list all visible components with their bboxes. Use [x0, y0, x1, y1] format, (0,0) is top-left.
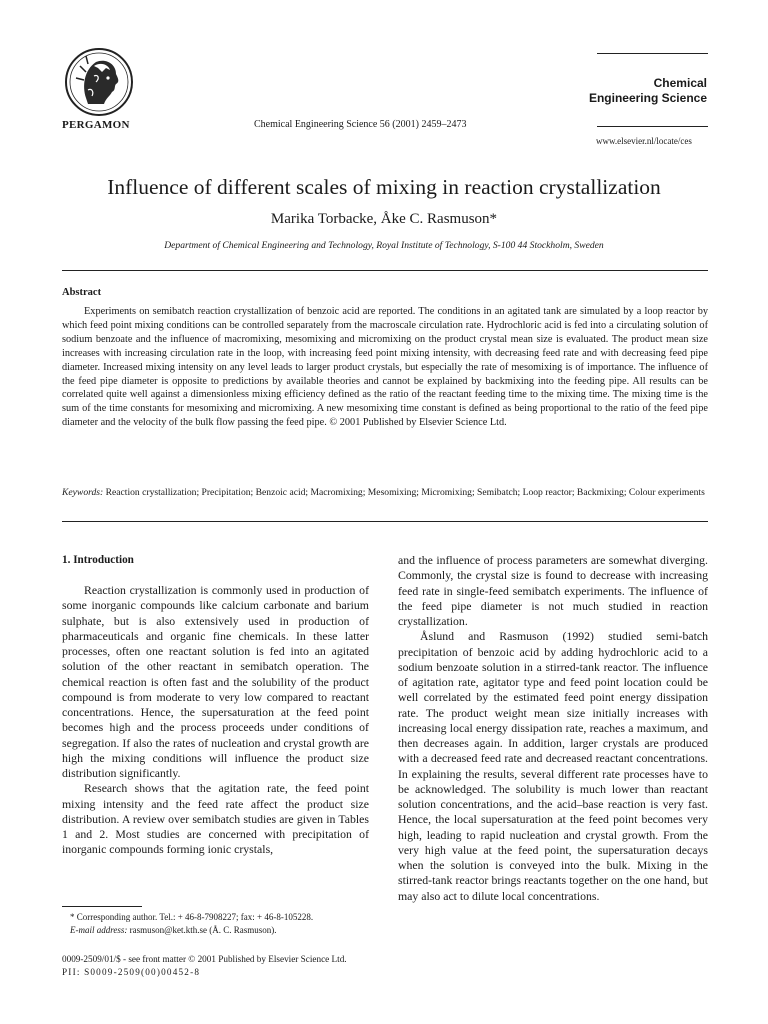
keywords-label: Keywords: — [62, 487, 104, 498]
journal-title — [560, 76, 707, 106]
abstract-body: Experiments on semibatch reaction crystallization of benzoic acid are reported. The conditions in an agitated tank are simulated by a loop reactor by which feed point mixing conditions can be controlled separately from the macroscale circulation rate. Hydrochloric acid is fed into a circulating solution of sodium benzoate and the influence of macromixing, mesomixing and micromixing on the product crystal mean size is evaluated. The product mean size increases with increasing circulation rate in the loop, with increasing feed point mixing intensity, with decreasing feed rate and with decreasing feed pipe diameter. Increased mixing intensity on any level leads to larger product crystals, but especially the rate of mesomixing is of importance. The influence of the feed pipe diameter is opposite to predictions by available theories and cannot be explained by backmixing into the feeding pipe. All results can be correlated quite well against a dimensionless mixing efficiency defined as the ratio of the reactant feeding time to the mixing time. The mixing time is the sum of the time constants for mesomixing and micromixing. A new mesomixing time constant is defined as being proportional to the ratio of the feed pipe diameter and the velocity of the bulk flow passing the feed pipe. © 2001 Published by Elsevier Science Ltd. — [62, 306, 708, 429]
email-address-link[interactable]: rasmuson@ket.kth.se (Å. C. Rasmuson). — [127, 924, 277, 935]
article-title: Influence of different scales of mixing in reaction crystallization — [107, 175, 661, 199]
header-rule-top — [597, 53, 708, 54]
keywords-list: Reaction crystallization; Precipitation; Benzoic acid; Macromixing; Mesomixing; Micromixing; Semibatch; Loop reactor; Backmixing; Colour experiments — [105, 487, 705, 498]
author-affiliation: Department of Chemical Engineering and Technology, Royal Institute of Technology, S-100 44 Stockholm, Sweden — [164, 240, 604, 251]
journal-title-line1: Chemical — [653, 76, 707, 90]
abstract-heading: Abstract — [62, 287, 102, 298]
keywords-line — [62, 486, 708, 500]
footnote-contact: * Corresponding author. Tel.: + 46-8-7908227; fax: + 46-8-105228. — [70, 912, 314, 922]
front-matter-line: 0009-2509/01/$ - see front matter © 2001 Published by Elsevier Science Ltd. — [62, 954, 347, 964]
journal-citation: Chemical Engineering Science 56 (2001) 2459–2473 — [254, 119, 467, 130]
paragraph: and the influence of process parameters are somewhat diverging. Commonly, the crystal size is found to decrease with increasing feed rate in single-feed semibatch experiments. The influence of the feed pipe diameter is not much studied in reaction crystallization. — [398, 553, 708, 628]
journal-title-line2: Engineering Science — [588, 91, 707, 105]
email-label: E-mail address: — [70, 924, 128, 935]
pergamon-logo-icon — [64, 46, 134, 118]
divider-top — [62, 270, 708, 271]
publisher-name: PERGAMON — [62, 119, 130, 131]
left-column — [62, 583, 369, 858]
header-rule-bottom — [597, 126, 708, 127]
divider-bottom — [62, 521, 708, 522]
paragraph: Research shows that the agitation rate, the feed point mixing intensity and the feed rate affect the product size distribution. A review over semibatch studies are given in Tables 1 and 2. Most studies are concerned with precipitation of inorganic compounds forming ionic crystals, — [62, 781, 369, 857]
paragraph: Reaction crystallization is commonly used in production of some inorganic compounds like calcium carbonate and barium sulphate, but is also extensively used in production of pharmaceuticals and organic fine chemicals. In these latter processes, often one reactant solution is fed into an agitated solution of the other reactant in semibatch operation. The chemical reaction is often fast and the solubility of the product compound is from moderate to very low compared to reactant concentrations. Hence, the supersaturation at the feed point becomes high and the process proceeds under conditions of segregation. If also the rates of nucleation and crystal growth are high the mixing conditions will influence the product size distribution significantly. — [62, 583, 369, 780]
footnote — [62, 911, 372, 936]
section-heading: 1. Introduction — [62, 554, 134, 566]
right-column — [398, 553, 708, 904]
copyright-block — [62, 953, 347, 979]
journal-url-link[interactable]: www.elsevier.nl/locate/ces — [596, 136, 692, 146]
footnote-email — [62, 924, 372, 937]
pii-line: PII: S0009-2509(00)00452-8 — [62, 967, 201, 977]
footnote-rule — [62, 906, 142, 907]
article-authors: Marika Torbacke, Åke C. Rasmuson* — [270, 211, 498, 227]
paragraph: Åslund and Rasmuson (1992) studied semi-batch precipitation of benzoic acid by adding hydrochloric acid to a sodium benzoate solution in a stirred-tank reactor. The influence of agitation rate, agitator type and feed point location could be well correlated by the estimated feed point energy dissipation rate. The product weight mean size initially increases with increasing local energy dissipation rate, reaches a maximum, and then decreases again. In addition, larger crystals are produced with a decreased feed rate and decreased reactant concentrations. In explaining the results, several different rate processes have to be acknowledged. The solubility is much lower than reactant solution concentrations, and the acid–base reaction is very fast. Hence, the local supersaturation at the feed point becomes very high, leading to rapid nucleation and crystal growth. From the very high value at the feed point, the supersaturation decays when the solution is conveyed into the bulk. Mixing in the stirred-tank reactor brings reactants together on the one hand, but may also act to dilute local concentrations. — [398, 629, 708, 903]
